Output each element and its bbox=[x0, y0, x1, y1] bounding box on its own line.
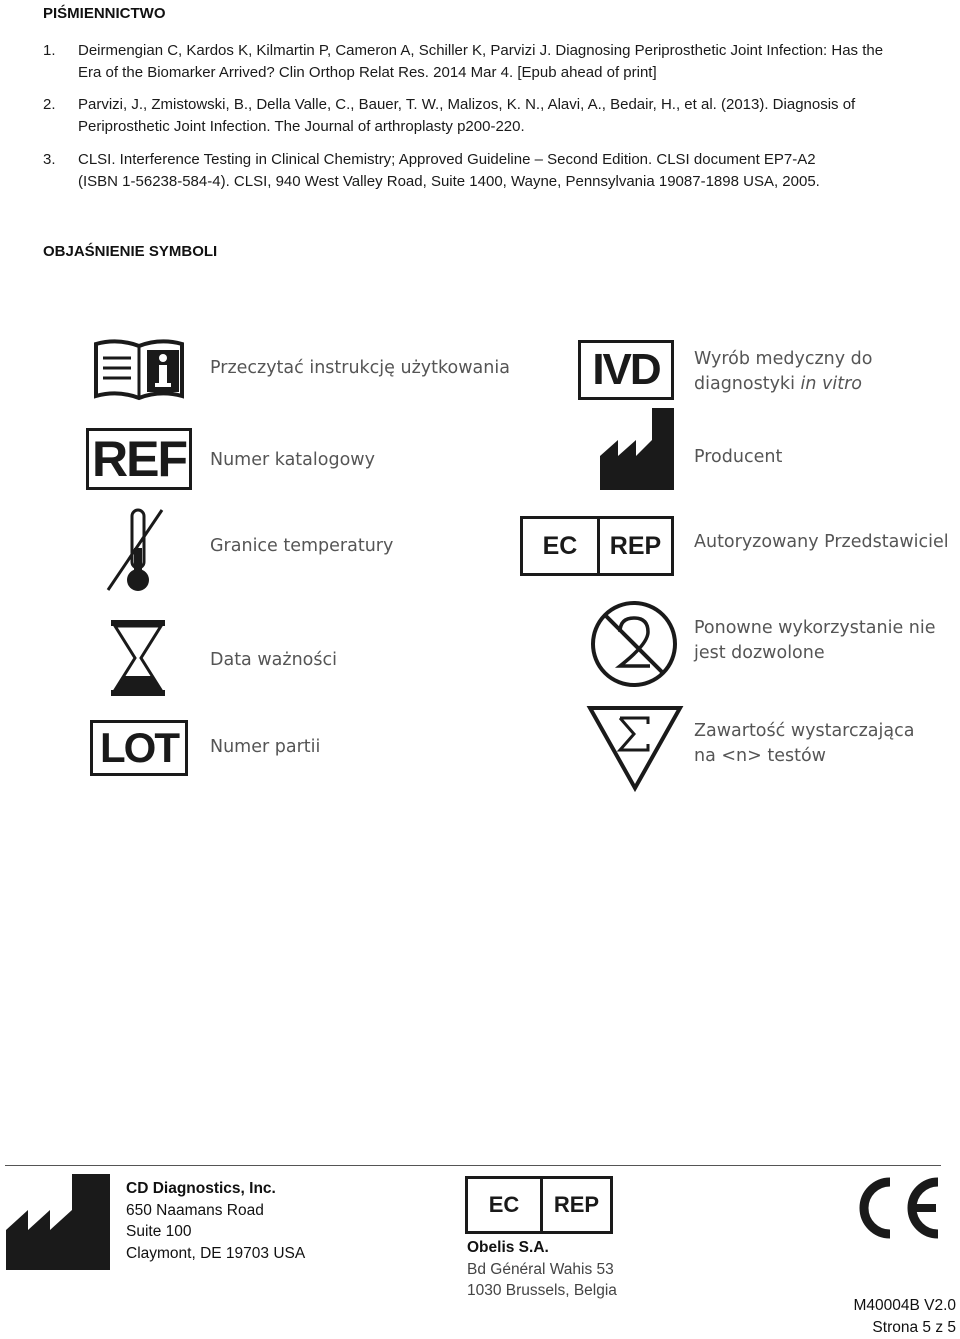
footer-rep-text: REP bbox=[553, 1192, 600, 1217]
manufacturer-address-line1: 650 Naamans Road bbox=[126, 1201, 264, 1219]
reference-item-3 bbox=[43, 149, 820, 193]
reference-item-2 bbox=[43, 94, 855, 138]
ref-symbol-text: REF bbox=[92, 431, 186, 487]
instructions-book-icon bbox=[93, 338, 185, 400]
ec-rep-label: Autoryzowany Przedstawiciel bbox=[694, 532, 949, 552]
sufficient-tests-label bbox=[694, 719, 914, 769]
ec-rep-symbol bbox=[520, 516, 674, 576]
expiry-label: Data ważności bbox=[210, 650, 337, 670]
manufacturer-icon bbox=[600, 408, 674, 490]
instructions-label: Przeczytać instrukcję użytkowania bbox=[210, 358, 510, 378]
no-reuse-label bbox=[694, 616, 936, 666]
reference-text-continued: Periprosthetic Joint Infection. The Journal of arthroplasty p200-220. bbox=[78, 118, 525, 135]
sufficient-tests-label-line2: na <n> testów bbox=[694, 746, 826, 766]
reference-text-continued: Era of the Biomarker Arrived? Clin Orthop Relat Res. 2014 Mar 4. [Epub ahead of print] bbox=[78, 64, 657, 81]
manufacturer-address-line3: Claymont, DE 19703 USA bbox=[126, 1244, 306, 1262]
reference-text-continued: (ISBN 1-56238-584-4). CLSI, 940 West Valley Road, Suite 1400, Wayne, Pennsylvania 19087-1898 USA, 2005. bbox=[78, 173, 820, 190]
footer-ec-text: EC bbox=[468, 1179, 543, 1231]
ivd-label bbox=[694, 347, 872, 397]
do-not-reuse-icon bbox=[590, 600, 678, 688]
footer-divider bbox=[5, 1165, 941, 1166]
lot-label: Numer partii bbox=[210, 737, 321, 757]
temperature-limit-icon bbox=[104, 508, 166, 594]
sufficient-tests-label-line1: Zawartość wystarczająca bbox=[694, 721, 915, 741]
reference-text: CLSI. Interference Testing in Clinical Chemistry; Approved Guideline – Second Edition. CLSI document EP7-A2 bbox=[78, 151, 816, 168]
sufficient-tests-icon bbox=[586, 704, 684, 792]
document-code: M40004B V2.0 bbox=[853, 1297, 956, 1314]
page-number: Strona 5 z 5 bbox=[872, 1319, 956, 1336]
representative-name: Obelis S.A. bbox=[467, 1239, 549, 1256]
ivd-label-line1: Wyrób medyczny do bbox=[694, 349, 873, 369]
footer-manufacturer-icon bbox=[6, 1174, 110, 1270]
manufacturer-name: CD Diagnostics, Inc. bbox=[126, 1180, 276, 1197]
reference-number: 1. bbox=[43, 42, 56, 59]
ivd-label-italic: in vitro bbox=[800, 374, 863, 394]
temperature-label: Granice temperatury bbox=[210, 536, 394, 556]
hourglass-icon bbox=[109, 618, 167, 698]
representative-address-line2: 1030 Brussels, Belgia bbox=[467, 1282, 617, 1299]
manufacturer-label: Producent bbox=[694, 447, 783, 467]
footer-representative-address bbox=[467, 1237, 617, 1302]
no-reuse-label-line2: jest dozwolone bbox=[694, 643, 825, 663]
footer-manufacturer-address bbox=[126, 1178, 305, 1264]
ce-mark-icon bbox=[850, 1176, 942, 1240]
reference-number: 3. bbox=[43, 151, 56, 168]
footer-ec-rep-symbol bbox=[465, 1176, 613, 1234]
lot-symbol bbox=[90, 720, 188, 776]
ref-label: Numer katalogowy bbox=[210, 450, 375, 470]
reference-text: Deirmengian C, Kardos K, Kilmartin P, Cameron A, Schiller K, Parvizi J. Diagnosing Periprosthetic Joint Infection: Has the bbox=[78, 42, 884, 59]
no-reuse-label-line1: Ponowne wykorzystanie nie bbox=[694, 618, 936, 638]
symbols-heading: OBJAŚNIENIE SYMBOLI bbox=[43, 243, 218, 260]
reference-text: Parvizi, J., Zmistowski, B., Della Valle, C., Bauer, T. W., Malizos, K. N., Alavi, A., Bedair, H., et al. (2013). Diagnosis of bbox=[78, 96, 856, 113]
reference-item-1 bbox=[43, 40, 883, 84]
representative-address-line1: Bd Général Wahis 53 bbox=[467, 1260, 614, 1278]
ivd-label-line2: diagnostyki bbox=[694, 374, 795, 394]
ref-symbol bbox=[86, 428, 192, 490]
ivd-symbol-text: IVD bbox=[592, 345, 660, 394]
ivd-symbol bbox=[578, 340, 674, 400]
lot-symbol-text: LOT bbox=[100, 724, 178, 771]
ec-text: EC bbox=[523, 519, 600, 573]
reference-number: 2. bbox=[43, 96, 56, 113]
footer-page-info bbox=[853, 1295, 956, 1339]
manufacturer-address-line2: Suite 100 bbox=[126, 1223, 192, 1240]
bibliography-heading: PIŚMIENNICTWO bbox=[43, 5, 166, 22]
rep-text: REP bbox=[609, 531, 662, 560]
